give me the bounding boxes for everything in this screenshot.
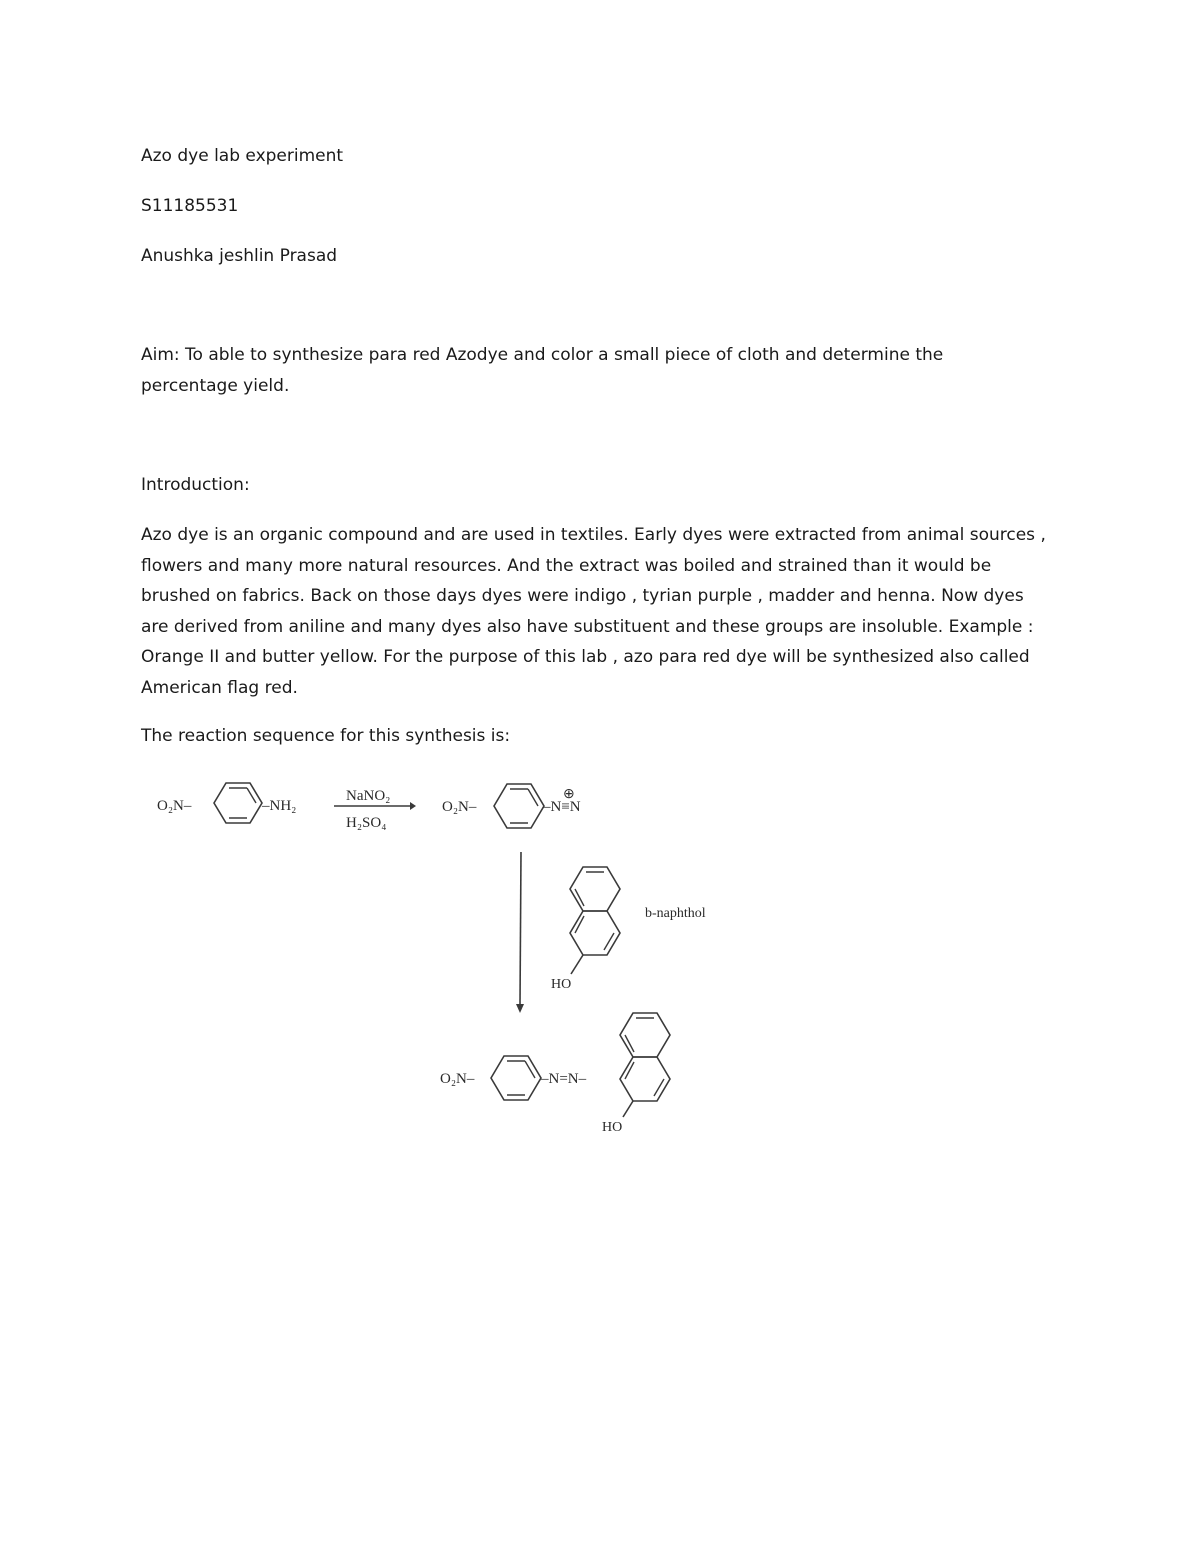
diazonium-group-label: –N≡N: [543, 799, 581, 815]
reactant-nitro-label: O₂N–: [157, 798, 192, 814]
student-id: S11185531: [141, 196, 239, 216]
naphthalene-upper-ring: [570, 867, 620, 911]
benzene-ring: [491, 1056, 541, 1100]
arrow-head-icon: [410, 802, 416, 810]
product-hydroxyl-label: HO: [602, 1120, 623, 1135]
diazonium-charge-label: ⊕: [563, 787, 575, 802]
reagent-bottom-label: H₂SO₄: [346, 815, 387, 831]
p-nitroaniline-structure: [157, 783, 296, 823]
diazonium-nitro-label: O₂N–: [442, 799, 477, 815]
naphthalene-lower-ring: [620, 1057, 670, 1101]
introduction-line: Azo dye is an organic compound and are used in textiles. Early dyes were extracted from animal sources ,: [141, 525, 1046, 545]
introduction-line: are derived from aniline and many dyes also have substituent and these groups are insoluble. Example :: [141, 616, 1034, 637]
reagent-arrow: [334, 788, 416, 831]
naphthol-hydroxyl-label: HO: [551, 977, 572, 992]
author-name: Anushka jeshlin Prasad: [141, 246, 338, 266]
naphthalene-upper-ring: [620, 1013, 670, 1057]
naphthol-name-label: b-naphthol: [645, 906, 706, 921]
introduction-line: Orange II and butter yellow. For the purpose of this lab , azo para red dye will be synthesized also called: [141, 647, 1030, 667]
document-title: Azo dye lab experiment: [141, 146, 344, 166]
product-azo-label: –N=N–: [541, 1071, 587, 1087]
reagent-top-label: NaNO₂: [346, 788, 391, 804]
naphthalene-lower-ring: [570, 911, 620, 955]
introduction-paragraph: [141, 520, 1071, 703]
introduction-line: flowers and many more natural resources. And the extract was boiled and strained than it would be: [141, 555, 992, 576]
introduction-line: American flag red.: [141, 677, 298, 698]
b-naphthol-structure: [551, 867, 706, 992]
reaction-intro: The reaction sequence for this synthesis is:: [141, 726, 511, 746]
benzene-ring: [494, 784, 544, 828]
coupling-arrow: [516, 852, 524, 1013]
reactant-amine-label: –NH₂: [262, 798, 297, 814]
introduction-heading: Introduction:: [141, 475, 250, 495]
introduction-line: brushed on fabrics. Back on those days dyes were indigo , tyrian purple , madder and henna. Now dyes: [141, 586, 1024, 606]
arrow-head-icon: [516, 1004, 524, 1013]
product-nitro-label: O₂N–: [440, 1071, 475, 1087]
aim-line: Aim: To able to synthesize para red Azodye and color a small piece of cloth and determine the: [141, 345, 944, 365]
diazonium-structure: [442, 784, 581, 828]
benzene-ring: [214, 783, 262, 823]
aim-line: percentage yield.: [141, 375, 290, 396]
aim-paragraph: [141, 340, 1071, 401]
para-red-structure: [440, 1013, 670, 1135]
